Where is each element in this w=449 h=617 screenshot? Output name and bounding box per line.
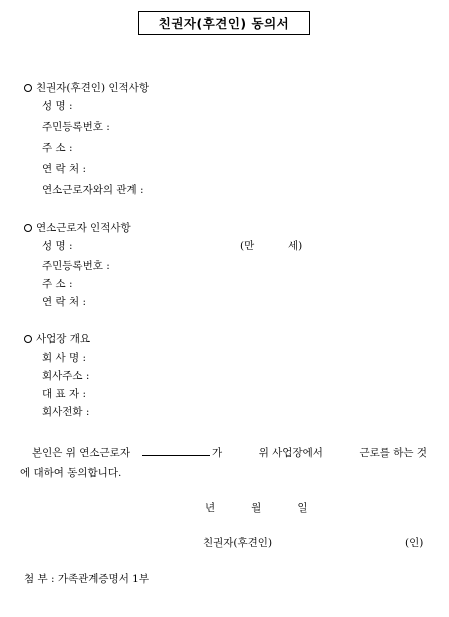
minor-rrn-label: 주민등록번호 : [42, 260, 110, 272]
guardian-rrn-label: 주민등록번호 : [42, 121, 110, 133]
section-heading: 친권자(후견인) 인적사항 [36, 82, 149, 94]
section-heading: 사업장 개요 [36, 333, 91, 345]
consent-part4: 근로를 하는 것 [359, 447, 427, 459]
consent-part3: 위 사업장에서 [258, 447, 323, 459]
guardian-contact-label: 연 락 처 : [42, 163, 86, 175]
consent-line2: 에 대하여 동의합니다. [20, 467, 122, 479]
minor-age-close: 세) [288, 240, 303, 252]
minor-name-label: 성 명 : [42, 240, 73, 252]
document-title: 친권자(후견인) 동의서 [138, 11, 310, 35]
minor-contact-label: 연 락 처 : [42, 296, 86, 308]
signature-label: 친권자(후견인) [203, 537, 273, 549]
company-name-label: 회 사 명 : [42, 352, 86, 364]
date-day: 일 [297, 502, 308, 514]
attachment-value: 가족관계증명서 1부 [57, 573, 150, 585]
guardian-relation-label: 연소근로자와의 관계 : [42, 184, 144, 196]
section-minor-info [24, 223, 131, 234]
ceo-label: 대 표 자 : [42, 388, 86, 400]
minor-name-blank [142, 446, 210, 456]
date-row [205, 500, 307, 515]
consent-part2: 가 [211, 447, 223, 459]
attachment-label: 첨 부 : [24, 573, 55, 585]
guardian-name-label: 성 명 : [42, 100, 73, 112]
date-month: 월 [251, 502, 262, 514]
minor-age-open: (만 [240, 240, 255, 252]
company-phone-label: 회사전화 : [42, 406, 90, 418]
circle-bullet-icon [24, 84, 32, 92]
circle-bullet-icon [24, 335, 32, 343]
company-address-label: 회사주소 : [42, 370, 90, 382]
minor-address-label: 주 소 : [42, 278, 73, 290]
consent-part1: 본인은 위 연소근로자 [32, 447, 130, 459]
section-heading: 연소근로자 인적사항 [36, 222, 131, 234]
guardian-address-label: 주 소 : [42, 142, 73, 154]
signature-seal: (인) [405, 537, 424, 549]
section-workplace-info [24, 334, 90, 345]
circle-bullet-icon [24, 224, 32, 232]
section-guardian-info [24, 83, 149, 94]
date-year: 년 [205, 502, 216, 514]
attachment-row [24, 574, 149, 585]
consent-paragraph [22, 443, 427, 483]
